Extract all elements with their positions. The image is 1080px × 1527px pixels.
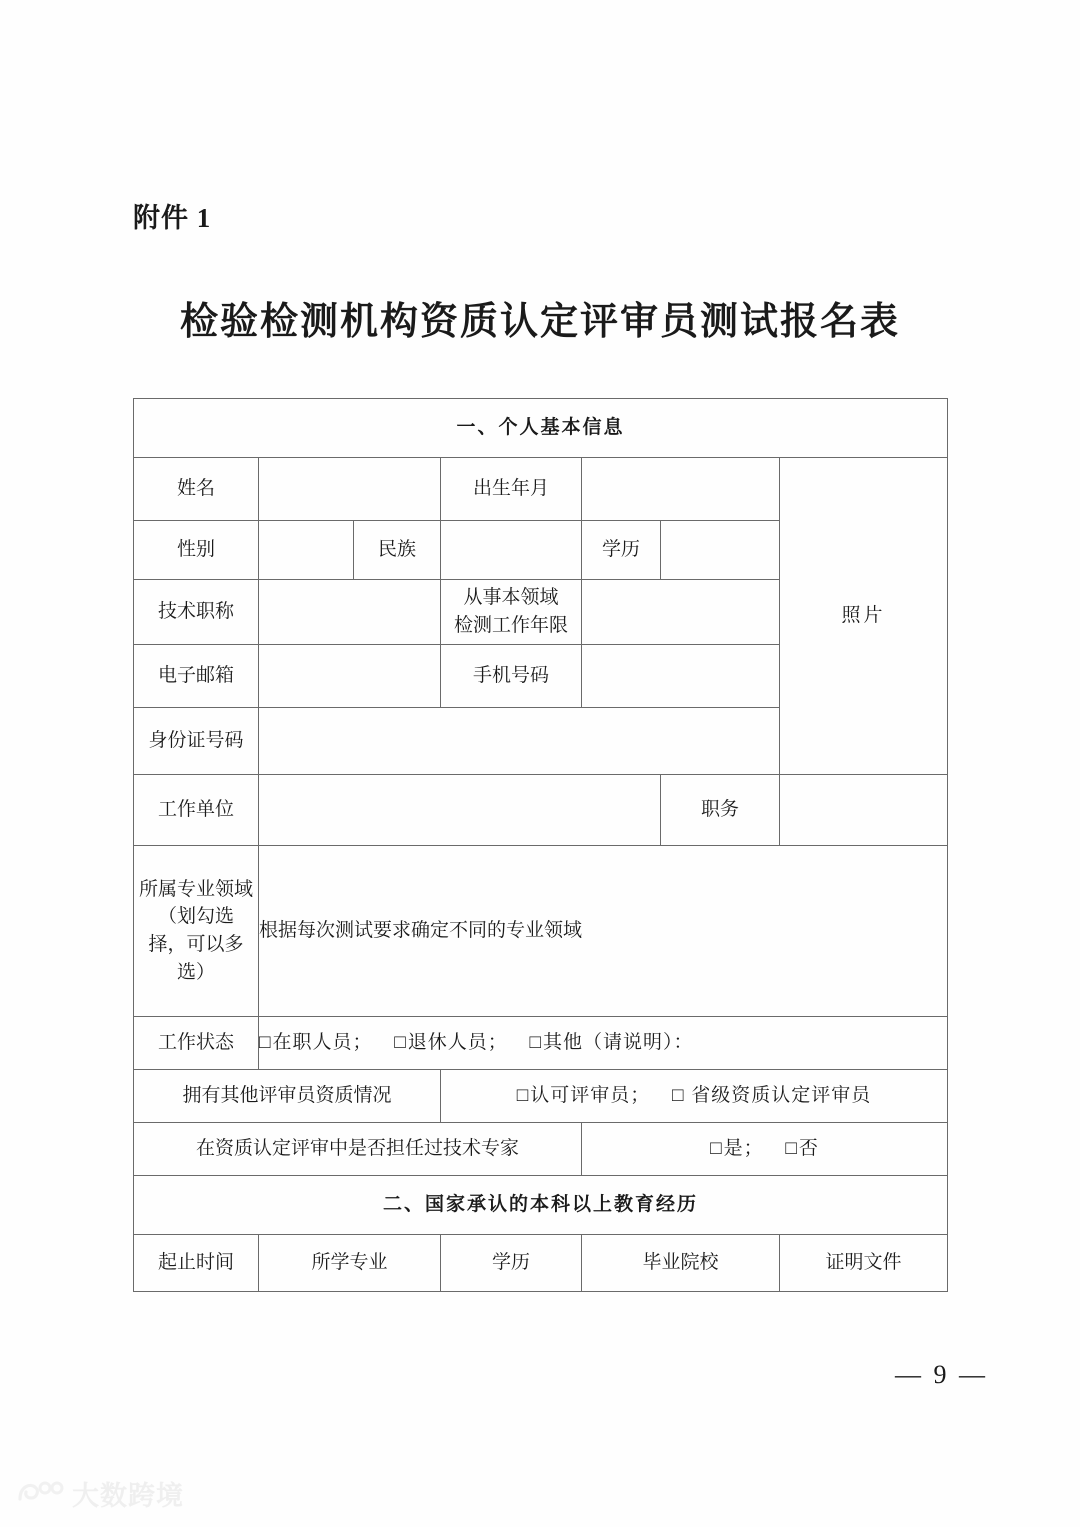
label-name: 姓名 <box>134 458 259 521</box>
table-row <box>134 1017 948 1070</box>
field-id-number[interactable] <box>259 708 780 775</box>
label-gender: 性别 <box>134 521 259 580</box>
page-number: — 9 — <box>895 1360 988 1389</box>
watermark-text: 大数跨境 <box>72 1481 184 1511</box>
checkbox-icon[interactable]: □ <box>516 1085 530 1107</box>
label-other-qualification: 拥有其他评审员资质情况 <box>134 1070 441 1123</box>
tech-expert-option-no-label: 否 <box>798 1138 819 1160</box>
work-status-option-retired[interactable] <box>394 1029 508 1057</box>
column-header-major: 所学专业 <box>259 1235 441 1292</box>
label-professional-field-line3: 选） <box>176 961 215 983</box>
field-email[interactable] <box>259 645 441 708</box>
field-work-unit[interactable] <box>259 775 661 846</box>
work-status-option-employed[interactable] <box>259 1029 373 1057</box>
other-qualification-options <box>441 1070 948 1123</box>
label-professional-field-line2: 择，可以多 <box>148 934 244 955</box>
checkbox-icon[interactable]: □ <box>529 1032 542 1054</box>
page-title: 检验检测机构资质认定评审员测试报名表 <box>179 301 900 343</box>
section1-header: 一、个人基本信息 <box>134 399 948 458</box>
tech-expert-options <box>582 1123 948 1176</box>
work-status-options <box>259 1017 948 1070</box>
table-row <box>134 399 948 458</box>
field-birth[interactable] <box>582 458 780 521</box>
photo-placeholder: 照片 <box>780 458 948 775</box>
registration-form-table <box>133 398 948 1292</box>
section2-header: 二、国家承认的本科以上教育经历 <box>134 1176 948 1235</box>
checkbox-icon[interactable]: □ <box>672 1085 685 1107</box>
table-row <box>134 1070 948 1123</box>
watermark <box>18 1474 184 1513</box>
other-qualification-option-cnas-label: 认可评审员； <box>530 1085 651 1107</box>
tech-expert-option-yes[interactable] <box>710 1135 764 1163</box>
label-tech-expert: 在资质认定评审中是否担任过技术专家 <box>134 1123 582 1176</box>
work-status-option-other-label: 其他（请说明）： <box>542 1032 694 1054</box>
column-header-school: 毕业院校 <box>582 1235 780 1292</box>
label-work-status: 工作状态 <box>134 1017 259 1070</box>
column-header-period: 起止时间 <box>134 1235 259 1292</box>
table-row <box>134 846 948 1017</box>
table-row <box>134 1123 948 1176</box>
field-education[interactable] <box>661 521 780 580</box>
table-row <box>134 1176 948 1235</box>
tech-expert-option-yes-label: 是； <box>723 1138 764 1160</box>
label-ethnicity: 民族 <box>354 521 441 580</box>
column-header-degree: 学历 <box>441 1235 582 1292</box>
label-id-number: 身份证号码 <box>134 708 259 775</box>
table-row <box>134 775 948 846</box>
field-tech-title[interactable] <box>259 580 441 645</box>
label-professional-field <box>134 846 259 1017</box>
label-work-years-line2: 检测工作年限 <box>453 615 568 636</box>
watermark-logo-icon <box>18 1479 64 1509</box>
table-row <box>134 458 948 521</box>
label-work-years <box>441 580 582 645</box>
label-work-years-line1: 从事本领域 <box>463 587 559 609</box>
label-position: 职务 <box>661 775 780 846</box>
label-professional-field-line1: 所属专业领域（划勾选 <box>138 878 253 928</box>
table-row <box>134 1235 948 1292</box>
field-gender[interactable] <box>259 521 354 580</box>
column-header-certificate: 证明文件 <box>780 1235 948 1292</box>
field-mobile[interactable] <box>582 645 780 708</box>
checkbox-icon[interactable]: □ <box>259 1032 272 1054</box>
other-qualification-option-provincial[interactable] <box>672 1082 871 1110</box>
field-name[interactable] <box>259 458 441 521</box>
other-qualification-option-provincial-label: 省级资质认定评审员 <box>685 1085 872 1107</box>
checkbox-icon[interactable]: □ <box>394 1032 407 1054</box>
label-work-unit: 工作单位 <box>134 775 259 846</box>
tech-expert-option-no[interactable] <box>785 1135 819 1163</box>
field-professional-field-note[interactable]: 根据每次测试要求确定不同的专业领域 <box>259 846 948 1017</box>
field-ethnicity[interactable] <box>441 521 582 580</box>
field-position[interactable] <box>780 775 948 846</box>
other-qualification-option-cnas[interactable] <box>517 1082 651 1110</box>
checkbox-icon[interactable]: □ <box>785 1138 798 1160</box>
label-education: 学历 <box>582 521 661 580</box>
work-status-option-retired-label: 退休人员； <box>407 1032 508 1054</box>
label-birth: 出生年月 <box>441 458 582 521</box>
label-email: 电子邮箱 <box>134 645 259 708</box>
field-work-years[interactable] <box>582 580 780 645</box>
checkbox-icon[interactable]: □ <box>710 1138 723 1160</box>
attachment-label: 附件 1 <box>133 203 212 233</box>
label-mobile: 手机号码 <box>441 645 582 708</box>
work-status-option-employed-label: 在职人员； <box>272 1032 373 1054</box>
label-tech-title: 技术职称 <box>134 580 259 645</box>
work-status-option-other[interactable] <box>530 1029 694 1057</box>
